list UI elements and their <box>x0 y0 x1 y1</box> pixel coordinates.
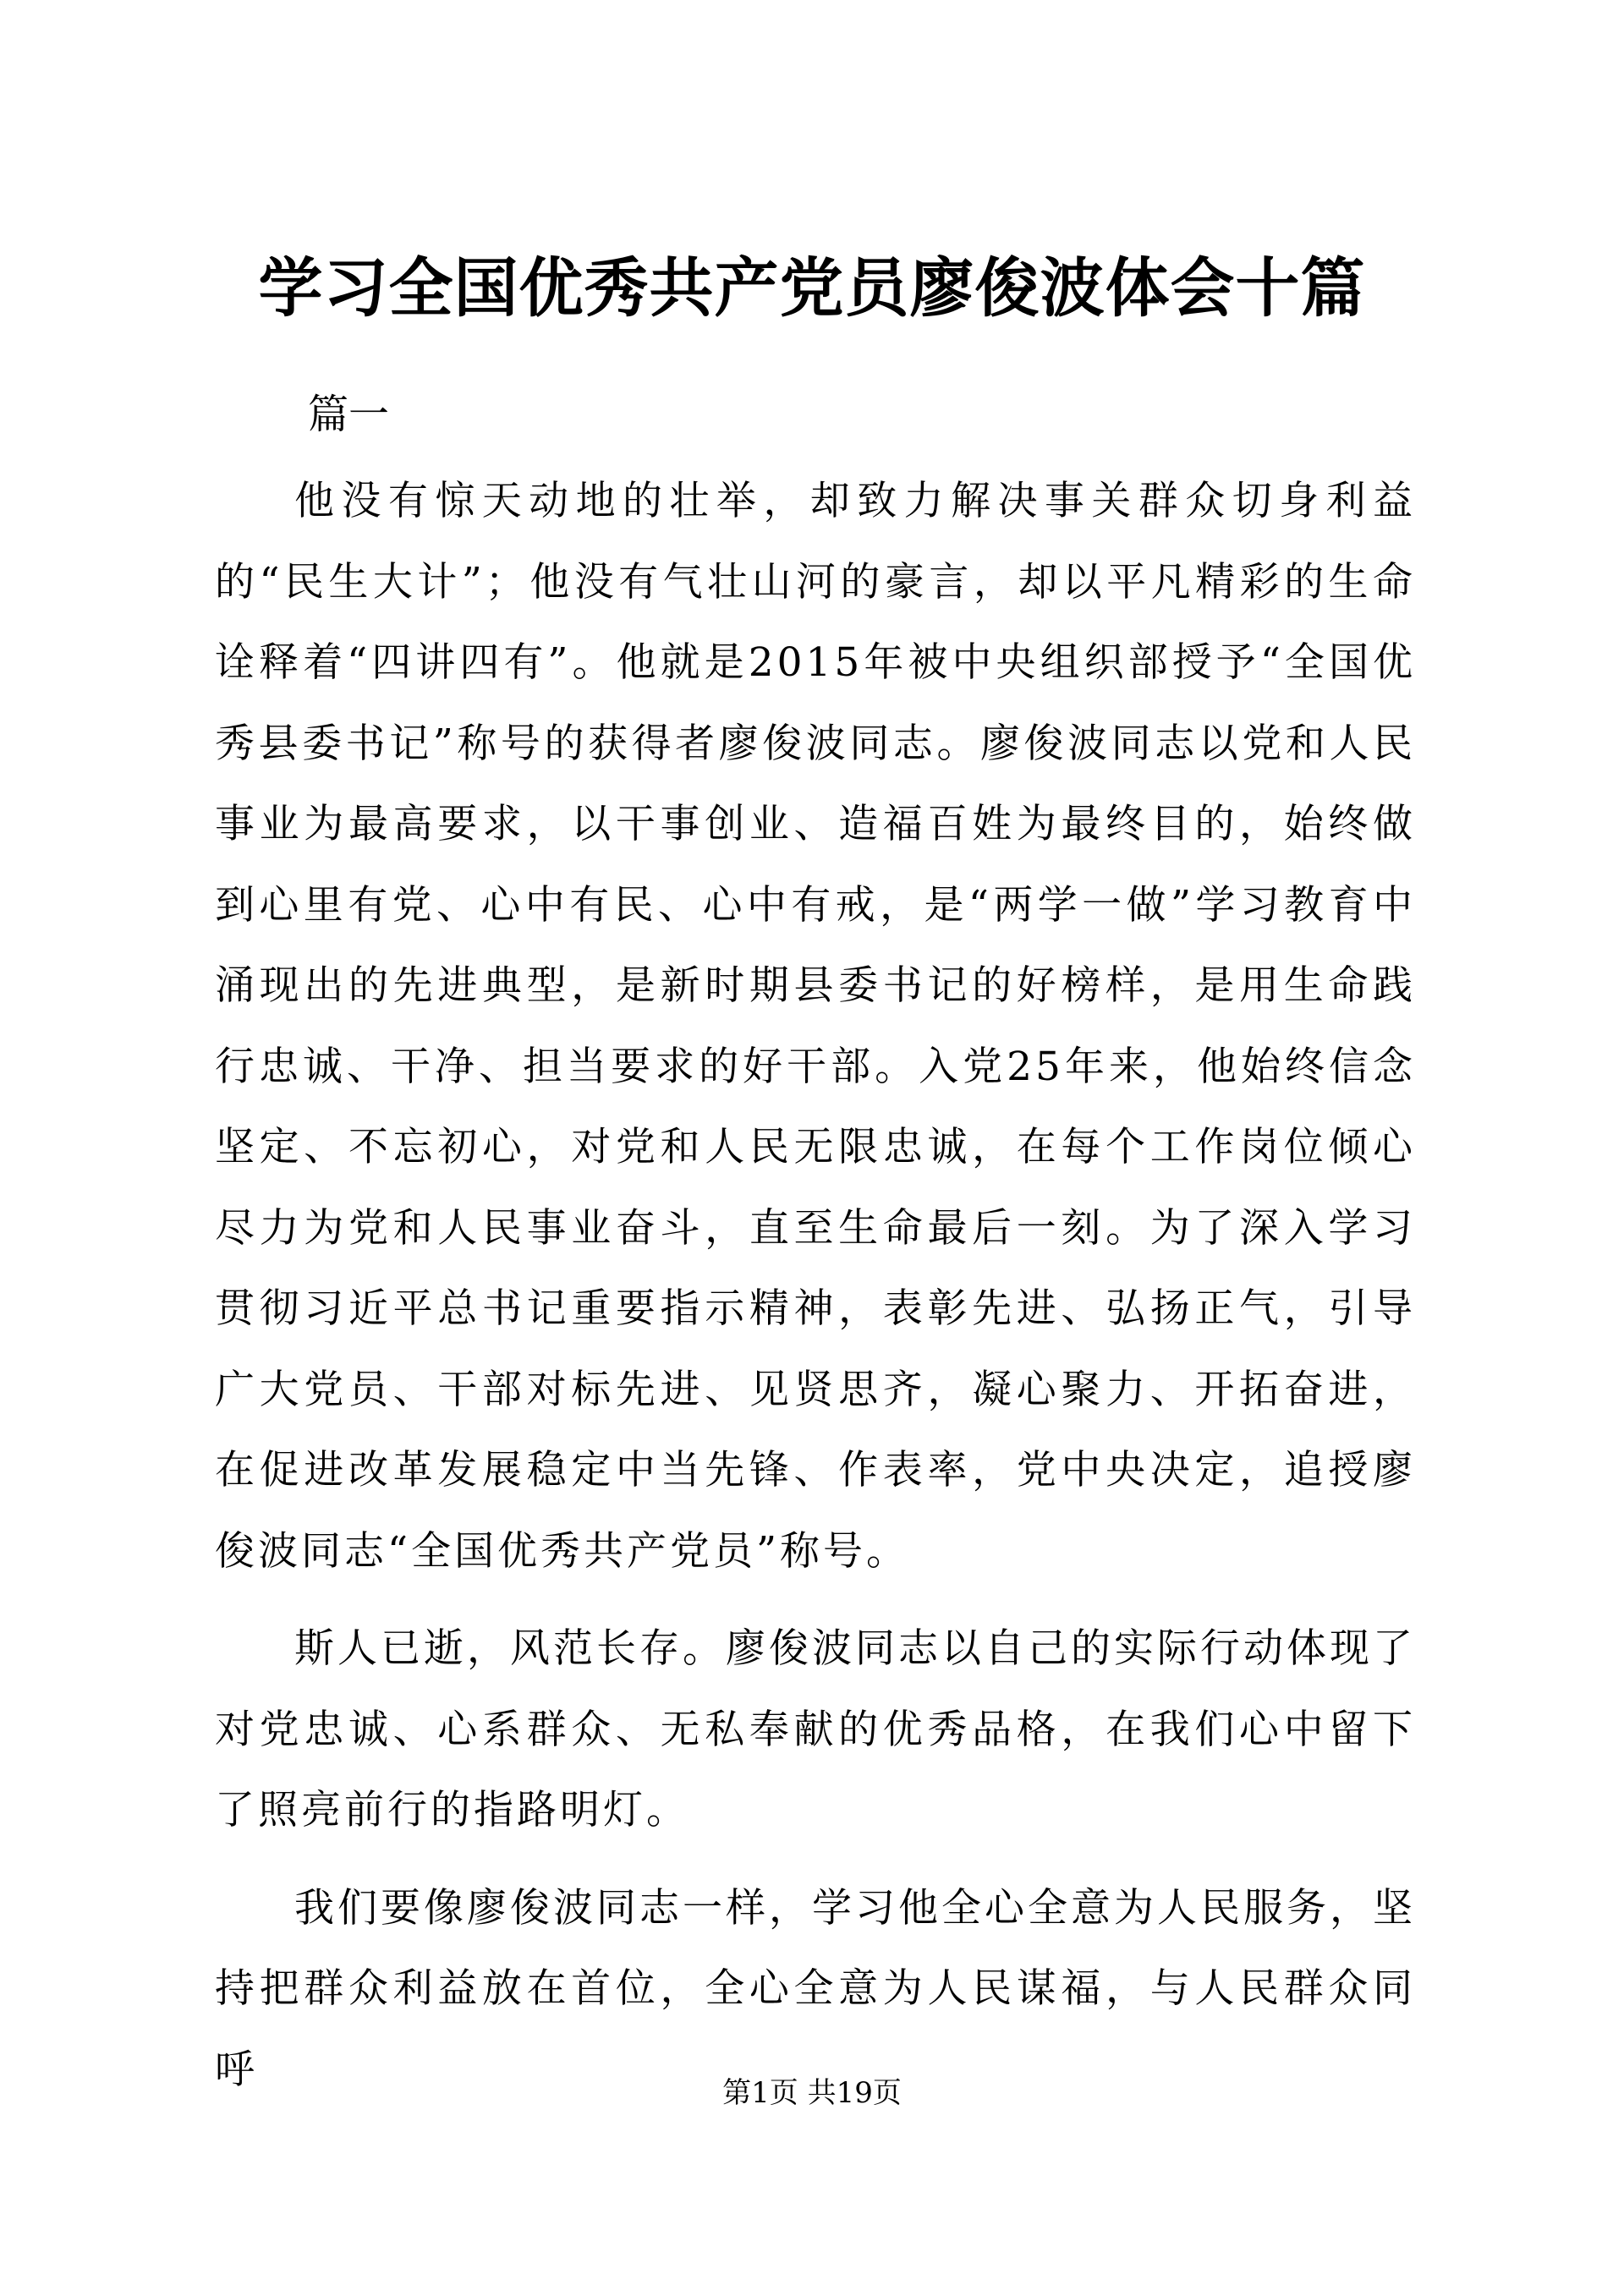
paragraph-3: 我们要像廖俊波同志一样，学习他全心全意为人民服务，坚持把群众利益放在首位，全心全意为人民谋福，与人民群众同呼 <box>215 1884 1416 2093</box>
section-label: 篇一 <box>308 391 390 438</box>
document-body <box>215 461 1416 2127</box>
paragraph-2: 斯人已逝，风范长存。廖俊波同志以自己的实际行动体现了对党忠诚、心系群众、无私奉献的优秀品格，在我们心中留下了照亮前行的指路明灯。 <box>215 1625 1416 1833</box>
page-footer: 第1页 共19页 <box>722 2076 902 2110</box>
paragraph-1: 他没有惊天动地的壮举，却致力解决事关群众切身利益的“民生大计”；他没有气壮山河的豪言，却以平凡精彩的生命诠释着“四讲四有”。他就是2015年被中央组织部授予“全国优秀县委书记”称号的获得者廖俊波同志。廖俊波同志以党和人民事业为最高要求，以干事创业、造福百姓为最终目的，始终做到心里有党、心中有民、心中有戒，是“两学一做”学习教育中涌现出的先进典型，是新时期县委书记的好榜样，是用生命践行忠诚、干净、担当要求的好干部。入党25年来，他始终信念坚定、不忘初心，对党和人民无限忠诚，在每个工作岗位倾心尽力为党和人民事业奋斗，直至生命最后一刻。为了深入学习贯彻习近平总书记重要指示精神，表彰先进、弘扬正气，引导广大党员、干部对标先进、见贤思齐，凝心聚力、开拓奋进，在促进改革发展稳定中当先锋、作表率，党中央决定，追授廖俊波同志“全国优秀共产党员”称号。 <box>215 478 1416 1575</box>
document-title: 学习全国优秀共产党员廖俊波体会十篇 <box>258 250 1366 326</box>
